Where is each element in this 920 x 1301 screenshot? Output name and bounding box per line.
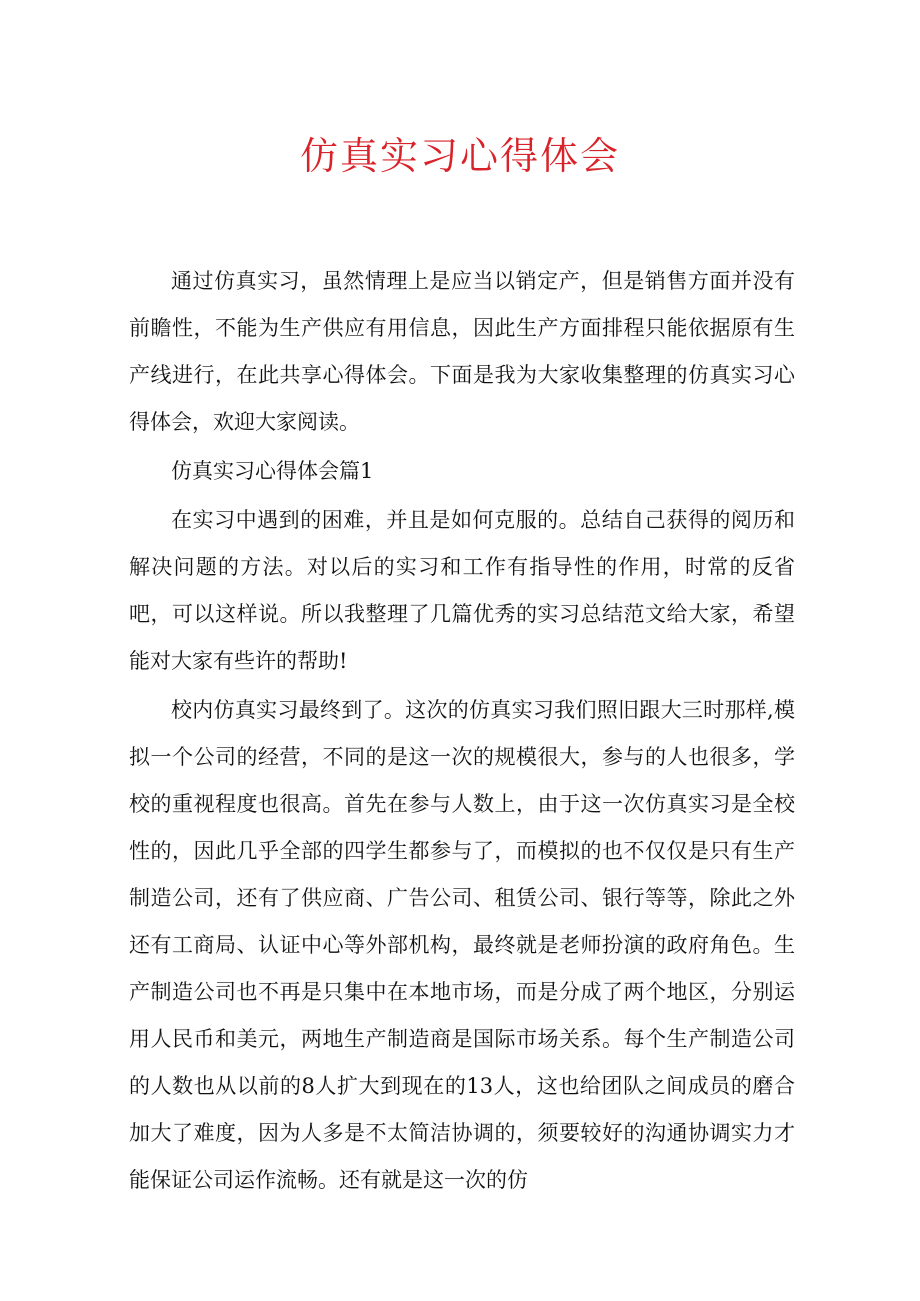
section-heading: 仿真实习心得体会篇1 (171, 459, 374, 483)
body-paragraph: 校内仿真实习最终到了。这次的仿真实习我们照旧跟大三时那样,模拟一个公司的经营，不同的是这一次的规模很大，参与的人也很多，学校的重视程度也很高。首先在参与人数上，由于这一次仿真实习是全校性的，因此几乎全部的四学生都参与了，而模拟的也不仅仅是只有生产制造公司，还有了供应商、广告公司、租赁公司、银行等等，除此之外还有工商局、认证中心等外部机构，最终就是老师扮演的政府角色。生产制造公司也不再是只集中在本地市场，而是分成了两个地区，分别运用人民币和美元，两地生产制造商是国际市场关系。每个生产制造公司的人数也从以前的8人扩大到现在的13人，这也给团队之间成员的磨合加大了难度，因为人多是不太简洁协调的，须要较好的沟通协调实力才能保证公司运作流畅。还有就是这一次的仿 (129, 698, 795, 1192)
body-paragraph: 在实习中遇到的困难，并且是如何克服的。总结自己获得的阅历和解决问题的方法。对以后的实习和工作有指导性的作用，时常的反省吧，可以这样说。所以我整理了几篇优秀的实习总结范文给大家，希望能对大家有些许的帮助! (129, 508, 795, 673)
intro-paragraph: 通过仿真实习，虽然情理上是应当以销定产，但是销售方面并没有前瞻性，不能为生产供应有用信息，因此生产方面排程只能依据原有生产线进行，在此共享心得体会。下面是我为大家收集整理的仿真实习心得体会，欢迎大家阅读。 (129, 269, 795, 434)
document-title: 仿真实习心得体会 (299, 134, 620, 178)
document-body (129, 258, 795, 1206)
